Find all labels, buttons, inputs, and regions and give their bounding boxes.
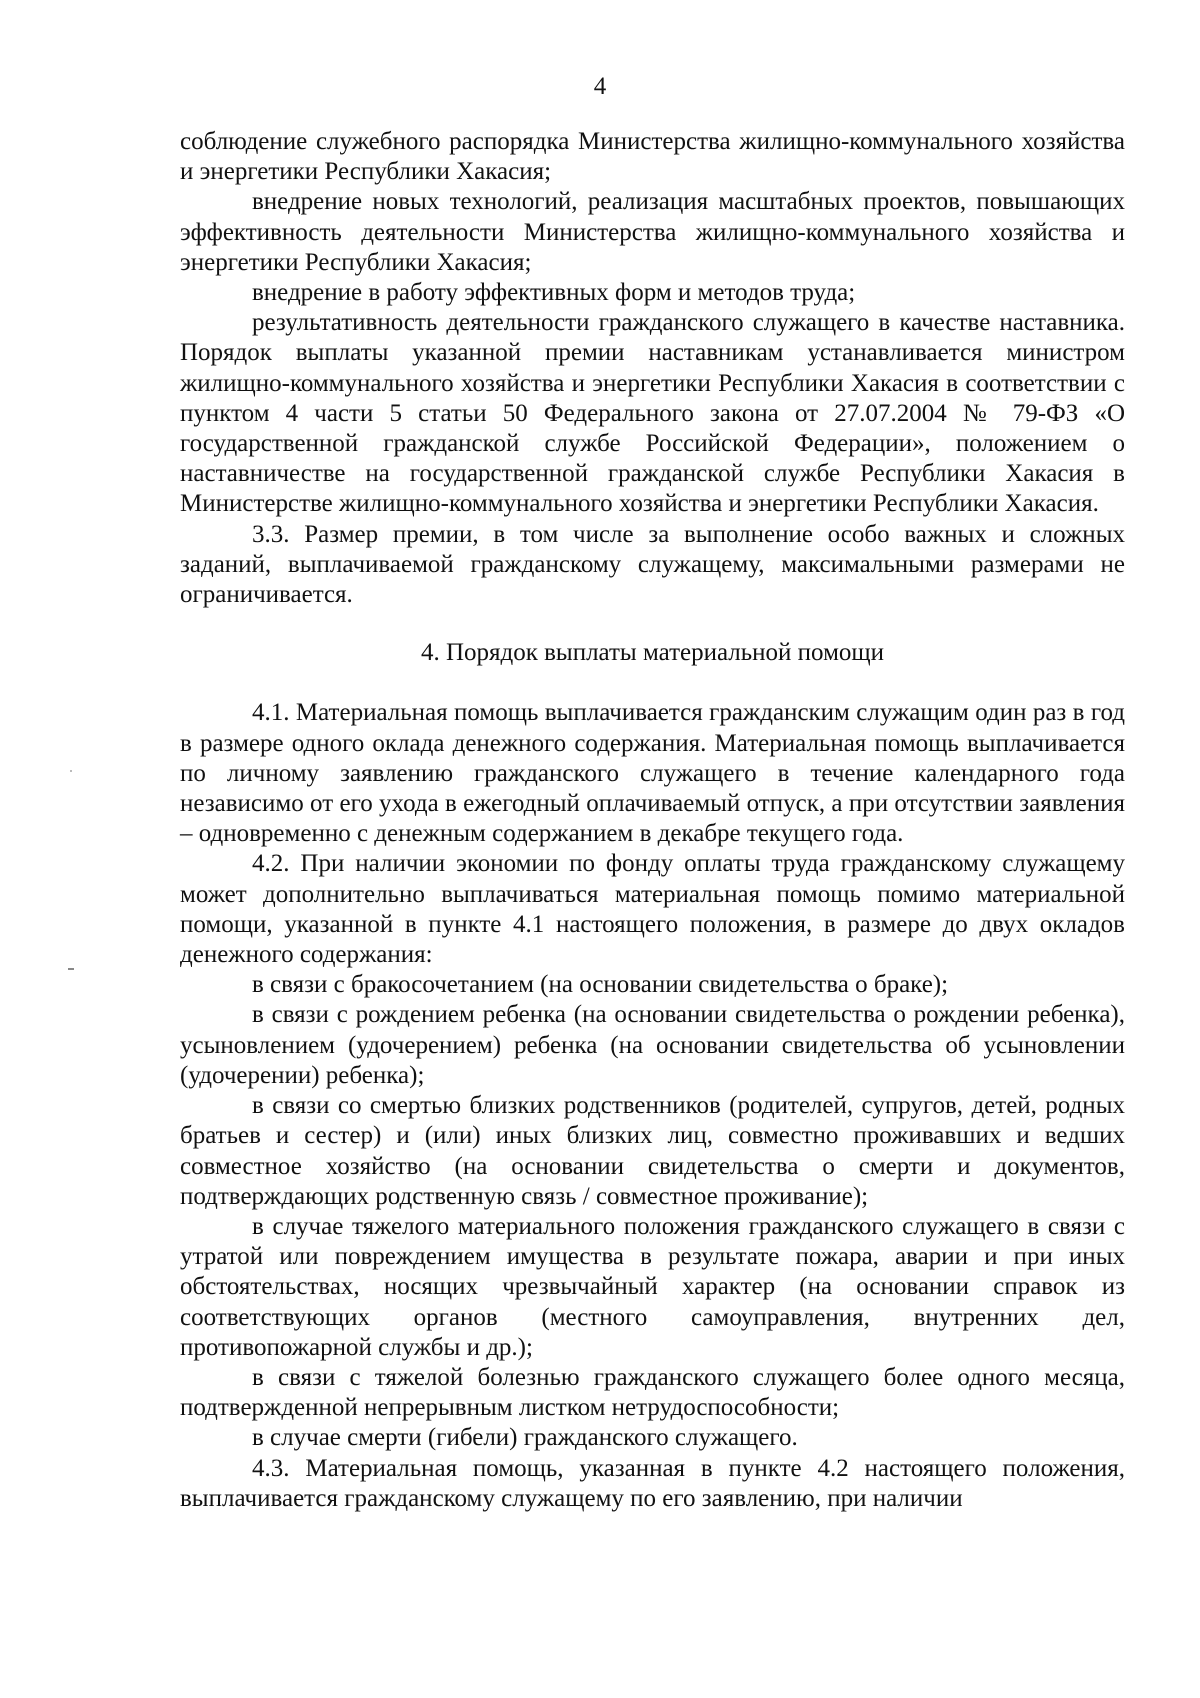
section-heading: 4. Порядок выплаты материальной помощи [420,639,885,667]
scan-artifact [70,770,72,772]
document-body [180,127,1125,1514]
list-item-birth: в связи с рождением ребенка (на основании свидетельства о рождении ребенка), усыновлением (удочерением) ребенка (на основании свидетельства об усыновлении (удочерении) ребенка); [180,1001,1125,1089]
paragraph-4-1: 4.1. Материальная помощь выплачивается гражданским служащим один раз в год в размере одного оклада денежного содержания. Материальная помощь выплачивается по личному заявлению гражданского служащего в течение календарного года независимо от его ухода в ежегодный оплачиваемый отпуск, а при отсутствии заявления – одновременно с денежным содержанием в декабре текущего года. [180,699,1125,848]
list-item-death-relatives: в связи со смертью близких родственников (родителей, супругов, детей, родных братьев и сестер) и (или) иных близких лиц, совместно проживавших и ведших совместное хозяйство (на основании свидетельства о смерти и документов, подтверждающих родственную связь / совместное проживание); [180,1092,1125,1210]
paragraph-2: внедрение новых технологий, реализация масштабных проектов, повышающих эффективность деятельности Министерства жилищно-коммунального хозяйства и энергетики Республики Хакасия; [180,188,1125,276]
paragraph-1: соблюдение служебного распорядка Министерства жилищно-коммунального хозяйства и энергетики Республики Хакасия; [180,128,1125,186]
list-item-death-employee: в случае смерти (гибели) гражданского служащего. [252,1424,798,1452]
paragraph-3: внедрение в работу эффективных форм и методов труда; [252,279,856,307]
paragraph-4-3: 4.3. Материальная помощь, указанная в пункте 4.2 настоящего положения, выплачивается гражданскому служащему по его заявлению, при наличии [180,1454,1125,1512]
paragraph-4: результативность деятельности гражданского служащего в качестве наставника. Порядок выплаты указанной премии наставникам устанавливается министром жилищно-коммунального хозяйства и энергетики Республики Хакасия в соответствии с пунктом 4 части 5 статьи 50 Федерального закона от 27.07.2004 № 79-ФЗ «О государственной гражданской службе Российской Федерации», положением о наставничестве на государственной гражданской службе Республики Хакасия в Министерстве жилищно-коммунального хозяйства и энергетики Республики Хакасия. [180,309,1125,518]
page-number: 4 [593,73,607,100]
paragraph-4-2: 4.2. При наличии экономии по фонду оплаты труда гражданскому служащему может дополнительно выплачиваться материальная помощь помимо материальной помощи, указанной в пункте 4.1 настоящего положения, в размере до двух окладов денежного содержания: [180,850,1125,969]
paragraph-3-3: 3.3. Размер премии, в том числе за выполнение особо важных и сложных заданий, выплачиваемой гражданскому служащему, максимальными размерами не ограничивается. [180,520,1125,609]
list-item-marriage: в связи с бракосочетанием (на основании свидетельства о браке); [252,971,949,999]
scan-artifact [68,968,74,970]
list-item-hardship: в случае тяжелого материального положения гражданского служащего в связи с утратой или повреждением имущества в результате пожара, аварии и при иных обстоятельствах, носящих чрезвычайный характер (на основании справок из соответствующих органов (местного самоуправления, внутренних дел, противопожарной службы и др.); [180,1212,1125,1361]
list-item-illness: в связи с тяжелой болезнью гражданского служащего более одного месяца, подтвержденной непрерывным листком нетрудоспособности; [180,1363,1125,1422]
